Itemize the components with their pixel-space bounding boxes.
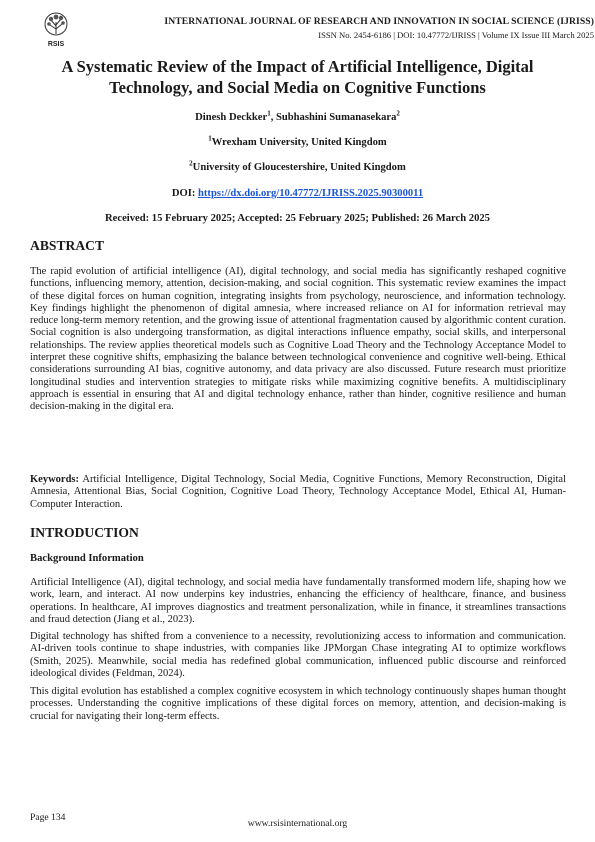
intro-paragraph-3: This digital evolution has established a complex cognitive ecosystem in which technology continuously shapes human thought processes. Understanding the cognitive implications of these digital forces on memory, attention, and decision-making is crucial for navigating their long-term effects. bbox=[30, 686, 566, 722]
intro-paragraph-1: Artificial Intelligence (AI), digital technology, and social media have fundamentally transformed modern life, shaping how we work, learn, and interact. AI now underpins key industries, enhancing the efficiency of healthcare, finance, and business operations. In healthcare, AI improves diagnostics and treatment personalization, while in finance, it streamlines transactions and fraud detection (Jiang et al., 2023). bbox=[30, 577, 566, 625]
page-number: Page 134 bbox=[30, 812, 66, 823]
affiliation-text: Wrexham University, United Kingdom bbox=[211, 137, 387, 148]
journal-logo-icon bbox=[30, 10, 82, 48]
article-title: A Systematic Review of the Impact of Artificial Intelligence, Digital Technology, and Social Media on Cognitive Functions bbox=[61, 57, 534, 97]
publication-dates: Received: 15 February 2025; Accepted: 25 February 2025; Published: 26 March 2025 bbox=[105, 213, 490, 224]
keywords-paragraph bbox=[30, 474, 566, 511]
affiliation-line bbox=[0, 134, 595, 148]
author-separator: , bbox=[270, 112, 276, 123]
author-affiliation-sup: 1 bbox=[267, 109, 271, 118]
author-name: Subhashini Sumanasekara bbox=[275, 112, 397, 123]
intro-paragraph-2: Digital technology has shifted from a convenience to a necessity, revolutionizing access to information and communication. AI-driven tools continue to shape industries, with companies like JPMorgan Chase integrating AI to optimize workflows (Smith, 2025). Meanwhile, social media has redefined global communication, influenced public discourse and reinforced ideological divides (Feldman, 2024). bbox=[30, 631, 566, 679]
keywords-label: Keywords: bbox=[30, 474, 79, 485]
abstract-heading: ABSTRACT bbox=[30, 238, 105, 253]
journal-header bbox=[30, 10, 594, 50]
journal-name: INTERNATIONAL JOURNAL OF RESEARCH AND INNOVATION IN SOCIAL SCIENCE (IJRISS) bbox=[164, 16, 594, 27]
footer-url: www.rsisinternational.org bbox=[247, 818, 348, 829]
doi-line bbox=[0, 188, 595, 199]
doi-link[interactable]: https://dx.doi.org/10.47772/IJRISS.2025.90300011 bbox=[198, 188, 424, 199]
author-line bbox=[0, 109, 595, 123]
affiliation-text: University of Gloucestershire, United Kingdom bbox=[192, 162, 406, 173]
author-name: Dinesh Deckker bbox=[195, 112, 268, 123]
issn-line: ISSN No. 2454-6186 | DOI: 10.47772/IJRISS | Volume IX Issue III March 2025 bbox=[318, 30, 594, 40]
keywords-text: Artificial Intelligence, Digital Technology, Social Media, Cognitive Functions, Memory Reconstruction, Digital Amnesia, Attentional Bias, Social Cognition, Cognitive Load Theory, Technology Acceptance Model, Ethical AI, Human-Computer Interaction. bbox=[30, 474, 566, 510]
affiliation-line bbox=[0, 159, 595, 173]
affiliation-sup: 1 bbox=[208, 134, 212, 143]
doi-label: DOI: bbox=[171, 188, 199, 199]
introduction-heading: INTRODUCTION bbox=[30, 525, 139, 540]
abstract-text: The rapid evolution of artificial intelligence (AI), digital technology, and social media has significantly reshaped cognitive functions, influencing memory, attention, decision-making, and social cognition. This systematic review examines the impact of these digital forces on human cognition, integrating insights from psychology, neuroscience, and information technology. Key findings highlight the phenomenon of digital amnesia, where increased reliance on AI for information retrieval may reduce long-term memory retention, and the growing issue of attentional fragmentation caused by algorithmic content curation. Social cognition is also undergoing transformation, as digital interactions influence empathy, social skills, and interpersonal relationships. The review applies theoretical models such as Cognitive Load Theory and the Technology Acceptance Model to interpret these cognitive shifts, emphasizing the balance between technological convenience and cognitive well-being. Ethical considerations surrounding AI bias, cognitive autonomy, and data privacy are also discussed. Future research must prioritize longitudinal studies and intervention strategies to mitigate risks while maximizing cognitive benefits. A multidisciplinary approach is essential in ensuring that AI and digital technology enhance, rather than hinder, cognitive resilience and human decision-making in the digital era. bbox=[30, 266, 566, 413]
affiliation-sup: 2 bbox=[189, 159, 193, 168]
logo-caption: RSIS bbox=[47, 41, 65, 48]
author-affiliation-sup: 2 bbox=[396, 109, 400, 118]
background-subheading: Background Information bbox=[30, 553, 144, 564]
